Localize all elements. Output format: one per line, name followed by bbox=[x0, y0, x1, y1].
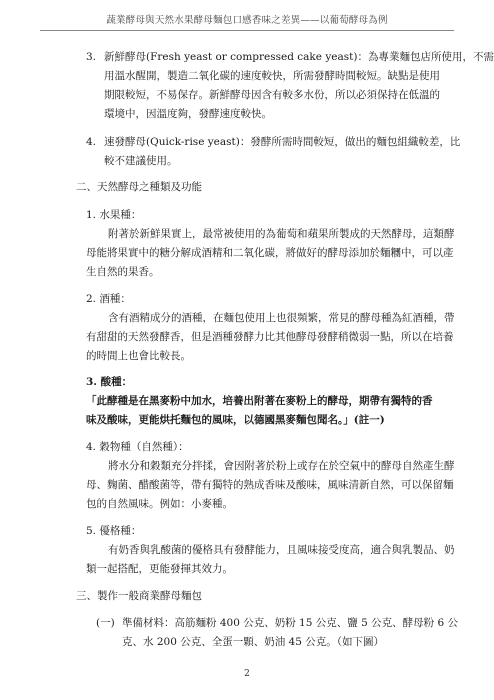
wine-yeast-line-1: 含有酒精成分的酒種，在麵包使用上也很頻繁，常見的酵母種為紅酒種，帶 bbox=[108, 312, 455, 324]
grain-yeast-line-3: 包的自然風味。例如：小麥種。 bbox=[86, 498, 233, 510]
item-4-number: 4. bbox=[86, 136, 97, 148]
wine-yeast-title: 2. 酒種： bbox=[86, 293, 131, 305]
sour-yeast-line-1: 「此酵種是在黑麥粉中加水，培養出附著在麥粉上的酵母，期帶有獨特的香 bbox=[86, 395, 433, 407]
yogurt-yeast-line-1: 有奶香與乳酸菌的優格具有發酵能力，且風味接受度高，適合與乳製品、奶 bbox=[108, 544, 455, 556]
wine-yeast-line-3: 的時間上也會比較長。 bbox=[86, 350, 191, 362]
running-header: 蔬業酵母與天然水果酵母麵包口感香味之差異——以葡萄酵母為例 bbox=[40, 12, 454, 31]
yogurt-yeast-title: 5. 優格種： bbox=[86, 525, 142, 537]
grain-yeast-line-1: 將水分和穀類充分拌揉，會因附著於粉上或存在於空氣中的酵母自然產生酵 bbox=[108, 460, 455, 472]
section-3-heading: 三、製作一般商業酵母麵包 bbox=[76, 590, 202, 602]
item-3-line-3: 期限較短，不易保存。新鮮酵母因含有較多水份，所以必須保持在低溫的 bbox=[104, 89, 440, 101]
materials-label: (一) bbox=[96, 617, 115, 629]
item-3-line-2: 用溫水醒開，製造二氧化碳的速度較快，所需發酵時間較短。缺點是使用 bbox=[104, 70, 440, 82]
sour-yeast-line-2: 味及酸味，更能烘托麵包的風味，以德國黑麥麵包聞名。」(註一) bbox=[86, 414, 385, 426]
yogurt-yeast-line-2: 類一起搭配，更能發揮其效力。 bbox=[86, 563, 233, 575]
grain-yeast-title: 4. 穀物種（自然種）： bbox=[86, 441, 189, 453]
section-2-heading: 二、天然酵母之種類及功能 bbox=[76, 181, 202, 193]
item-3-line-4: 環境中，因溫度夠，發酵速度較快。 bbox=[104, 108, 272, 120]
sour-yeast-title: 3. 酸種： bbox=[86, 376, 133, 388]
item-4-line-1: 4. 速發酵母(Quick-rise yeast)：發酵所需時間較短，做出的麵包組織較差，比 bbox=[86, 134, 460, 151]
page-number: 2 bbox=[244, 669, 250, 679]
materials-line-1: (一) 準備材料：高筋麵粉 400 公克、奶粉 15 公克、鹽 5 公克、酵母粉 6 公 bbox=[96, 615, 458, 632]
item-3-line-1: 3. 新鮮酵母(Fresh yeast or compressed cake yeast)：為專業麵包店所使用，不需 bbox=[86, 49, 494, 66]
materials-line-2: 克、水 200 公克、全蛋一顆、奶油 45 公克。（如下圖） bbox=[122, 636, 385, 648]
fruit-yeast-line-3: 生自然的果香。 bbox=[86, 266, 160, 278]
item-3-number: 3. bbox=[86, 51, 97, 63]
fruit-yeast-line-1: 附著於新鮮果實上，最常被使用的為葡萄和蘋果所製成的天然酵母，這類酵 bbox=[108, 228, 455, 240]
item-4-line-2: 較不建議使用。 bbox=[104, 155, 178, 167]
grain-yeast-line-2: 母、麴菌、醋酸菌等，帶有獨特的熟成香味及酸味，風味清新自然，可以保留麵 bbox=[86, 479, 454, 491]
fruit-yeast-line-2: 母能將果實中的糖分解成酒精和二氧化碳，將做好的酵母添加於麵糰中，可以產 bbox=[86, 247, 454, 259]
wine-yeast-line-2: 有甜甜的天然發酵香，但是酒種發酵力比其他酵母發酵稍微弱一點，所以在培養 bbox=[86, 331, 454, 343]
fruit-yeast-title: 1. 水果種： bbox=[86, 209, 142, 221]
